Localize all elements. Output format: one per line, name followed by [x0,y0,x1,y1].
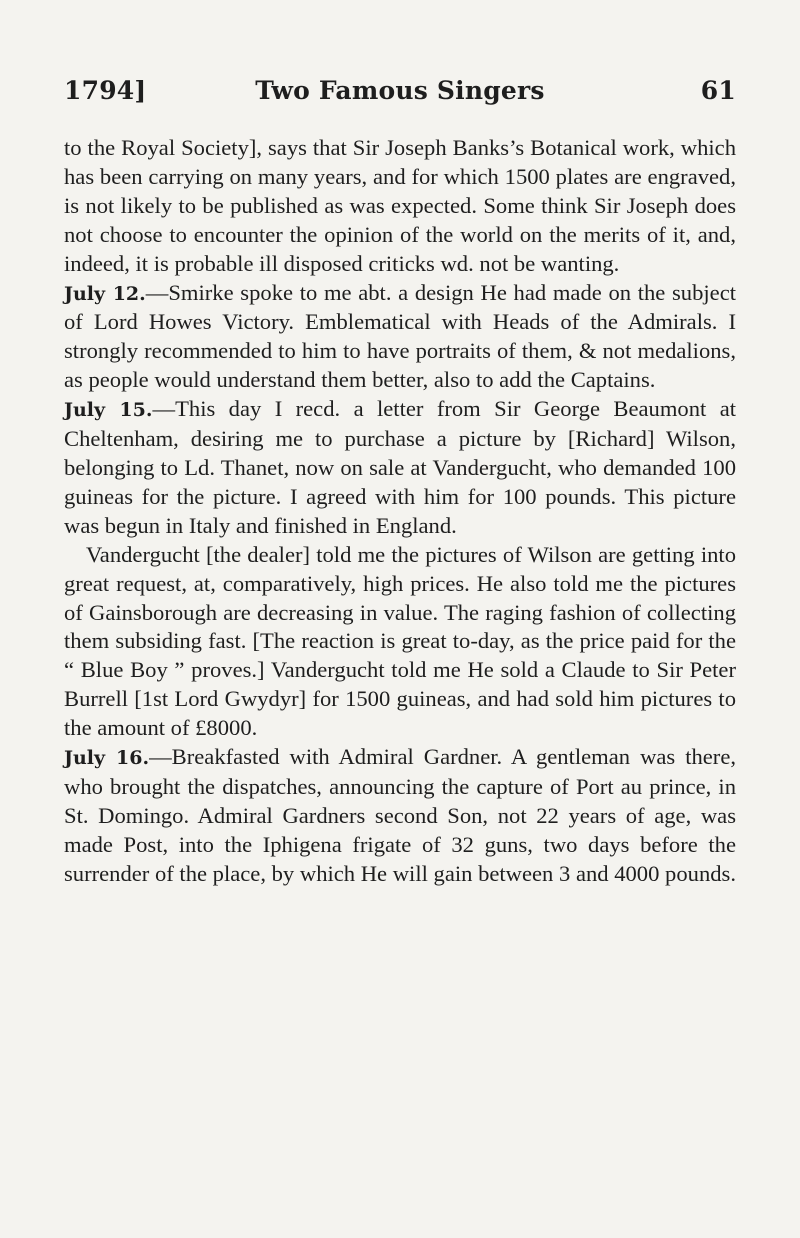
header-year: 1794] [64,76,147,105]
entry-date: July 16. [64,747,150,770]
paragraph-2 [64,279,736,396]
paragraph-text: Vandergucht [the dealer] told me the pictures of Wilson are getting into great request, at, comparatively, high prices. He also told me the pictures of Gainsborough are decreasing in value. The raging fashion of collecting them subsiding fast. [The reaction is great to-day, as the price paid for the “ Blue Boy ” proves.] Vandergucht told me He sold a Claude to Sir Peter Burrell [1st Lord Gwydyr] for 1500 guineas, and had sold him pictures to the amount of £8000. [64,541,736,741]
header-title: Two Famous Singers [255,76,545,105]
paragraph-text: —Smirke spoke to me abt. a design He had made on the subject of Lord Howes Victory. Emblematical with Heads of the Admirals. I strongly recommended to him to have portraits of them, & not medalions, as people would understand them better, also to add the Captains. [64,279,736,393]
entry-date: July 12. [64,282,146,305]
paragraph-text: —Breakfasted with Admiral Gardner. A gentleman was there, who brought the dispatches, announcing the capture of Port au prince, in St. Domingo. Admiral Gardners second Son, not 22 years of age, was made Post, into the Iphigena frigate of 32 guns, two days before the surrender of the place, by which He will gain between 3 and 4000 pounds. [64,744,736,886]
paragraph-3 [64,395,736,541]
page-number: 61 [700,76,736,105]
paragraph-text: —This day I recd. a letter from Sir George Beaumont at Cheltenham, desiring me to purchase a picture by [Richard] Wilson, belonging to Ld. Thanet, now on sale at Vandergucht, who demanded 100 guineas for the picture. I agreed with him for 100 pounds. This picture was begun in Italy and finished in England. [64,396,736,538]
paragraph-4 [64,541,736,743]
running-header [64,76,736,116]
entry-date: July 15. [64,399,153,422]
paragraph-text: to the Royal Society], says that Sir Joseph Banks’s Botanical work, which has been carrying on many years, and for which 1500 plates are engraved, is not likely to be published as was expected. Some think Sir Joseph does not choose to encounter the opinion of the world on the merits of it, and, indeed, it is probable ill disposed criticks wd. not be wanting. [64,135,736,276]
paragraph-1 [64,134,736,279]
page-body [64,134,736,889]
paragraph-5 [64,743,736,889]
